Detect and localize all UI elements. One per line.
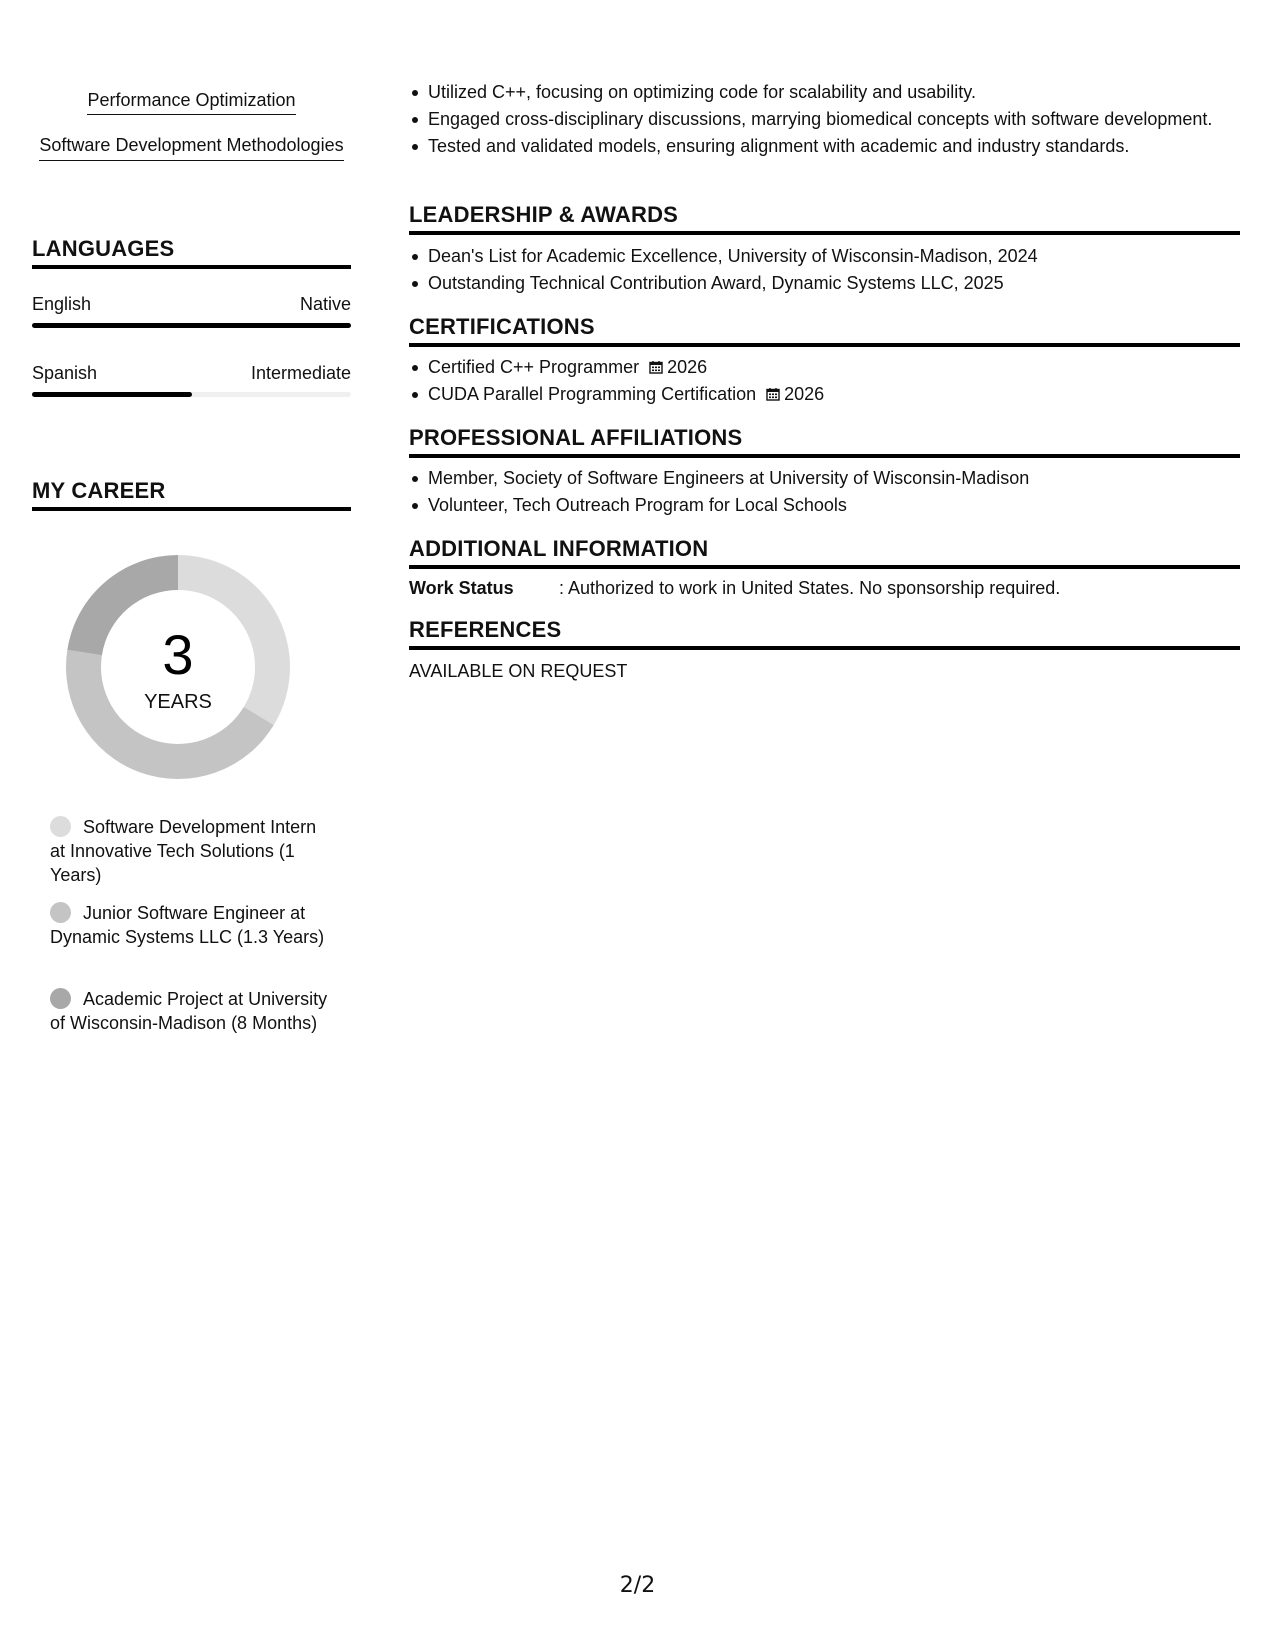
certification-year: 2026 <box>667 357 708 377</box>
certification-item <box>428 355 1259 379</box>
legend-label: Software Development Intern at Innovative Tech Solutions (1 Years) <box>50 817 317 885</box>
career-heading: MY CAREER <box>32 478 351 511</box>
references-text: AVAILABLE ON REQUEST <box>409 661 628 681</box>
legend-dot <box>50 816 71 837</box>
legend-label: Junior Software Engineer at Dynamic Systems LLC (1.3 Years) <box>50 903 325 947</box>
leadership-list <box>409 244 1259 298</box>
career-legend-item <box>50 815 335 887</box>
work-status-value: : Authorized to work in United States. No sponsorship required. <box>559 578 1061 598</box>
language-name: English <box>32 294 92 314</box>
career-donut-chart <box>66 555 290 779</box>
language-proficiency-fill <box>32 323 351 328</box>
leadership-heading: LEADERSHIP & AWARDS <box>409 202 1240 235</box>
languages-heading: LANGUAGES <box>32 236 351 269</box>
skill-item <box>32 88 351 115</box>
language-proficiency-bar <box>32 323 351 328</box>
award-item: Outstanding Technical Contribution Award, Dynamic Systems LLC, 2025 <box>428 271 1259 295</box>
affiliation-item: Member, Society of Software Engineers at University of Wisconsin-Madison <box>428 466 1259 490</box>
calendar-icon <box>649 360 663 374</box>
legend-dot <box>50 902 71 923</box>
calendar-icon <box>766 387 780 401</box>
skill-label: Performance Optimization <box>87 88 295 115</box>
work-status-row <box>409 576 1240 600</box>
language-level: Intermediate <box>250 363 351 383</box>
language-row <box>32 361 351 385</box>
career-total-number: 3 <box>162 623 194 686</box>
language-level: Native <box>299 294 351 314</box>
certification-name: Certified C++ Programmer <box>428 357 640 377</box>
experience-bullet-list <box>409 80 1259 161</box>
work-status-key: Work Status <box>409 578 514 598</box>
bullet-item: Engaged cross-disciplinary discussions, marrying biomedical concepts with software development. <box>428 107 1259 131</box>
legend-label: Academic Project at University of Wisconsin-Madison (8 Months) <box>50 989 328 1033</box>
bullet-item: Tested and validated models, ensuring alignment with academic and industry standards. <box>428 134 1259 158</box>
career-total-unit: YEARS <box>144 691 212 713</box>
certification-name: CUDA Parallel Programming Certification <box>428 384 757 404</box>
certifications-list <box>409 355 1259 409</box>
certifications-heading: CERTIFICATIONS <box>409 314 1240 347</box>
language-proficiency-bar <box>32 392 351 397</box>
language-name: Spanish <box>32 363 98 383</box>
award-item: Dean's List for Academic Excellence, University of Wisconsin-Madison, 2024 <box>428 244 1259 268</box>
certification-year: 2026 <box>784 384 825 404</box>
certification-item <box>428 382 1259 406</box>
affiliations-heading: PROFESSIONAL AFFILIATIONS <box>409 425 1240 458</box>
affiliations-list <box>409 466 1259 520</box>
bullet-item: Utilized C++, focusing on optimizing code for scalability and usability. <box>428 80 1259 104</box>
additional-info-heading: ADDITIONAL INFORMATION <box>409 536 1240 569</box>
page-number: 2/2 <box>619 1573 656 1598</box>
career-legend-item <box>50 901 335 949</box>
career-legend-item <box>50 987 335 1035</box>
affiliation-item: Volunteer, Tech Outreach Program for Local Schools <box>428 493 1259 517</box>
skill-item: Software Development Methodologies <box>39 133 344 161</box>
legend-dot <box>50 988 71 1009</box>
references-heading: REFERENCES <box>409 617 1240 650</box>
language-proficiency-fill <box>32 392 192 397</box>
language-row <box>32 292 351 316</box>
